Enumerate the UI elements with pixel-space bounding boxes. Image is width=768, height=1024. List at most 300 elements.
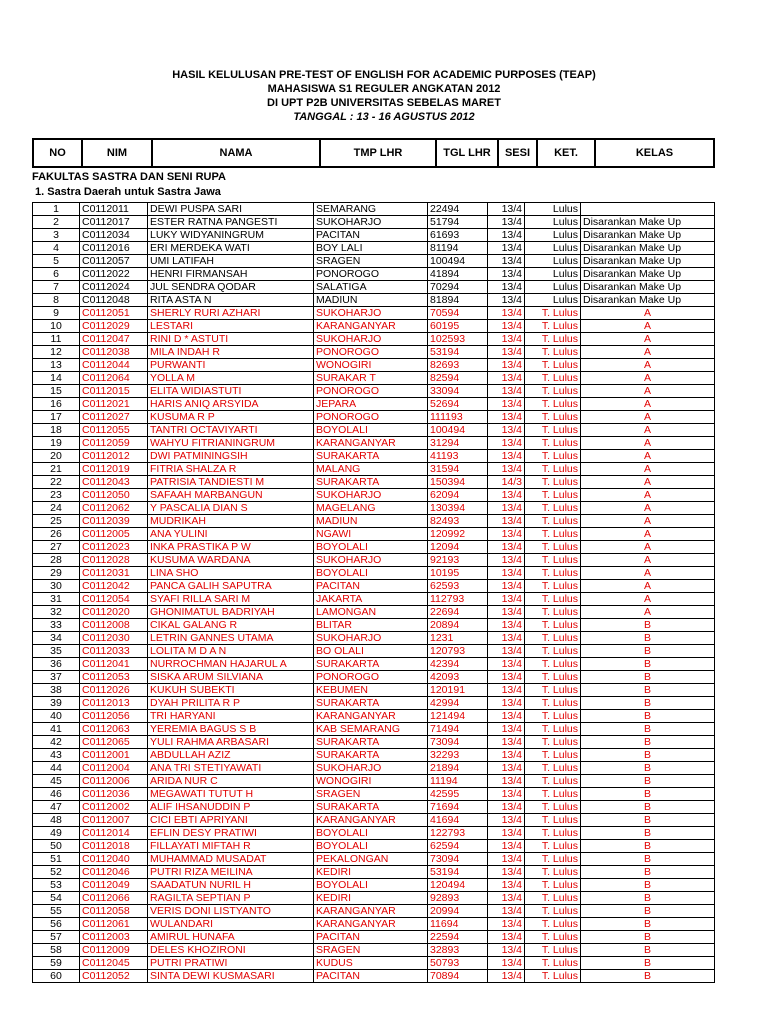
cell-tmp-lhr: WONOGIRI [314, 359, 428, 372]
cell-tgl-lhr: 22594 [428, 931, 488, 944]
cell-sesi: 13/4 [488, 762, 525, 775]
cell-no: 15 [33, 385, 80, 398]
cell-nama: NURROCHMAN HAJARUL A [148, 658, 314, 671]
cell-sesi: 13/4 [488, 931, 525, 944]
cell-ket: T. Lulus [525, 528, 581, 541]
cell-tmp-lhr: SRAGEN [314, 788, 428, 801]
cell-nim: C0112059 [80, 437, 148, 450]
cell-kelas: B [581, 840, 715, 853]
cell-sesi: 13/4 [488, 385, 525, 398]
cell-sesi: 13/4 [488, 840, 525, 853]
cell-nim: C0112052 [80, 970, 148, 983]
table-row [33, 216, 715, 229]
cell-ket: T. Lulus [525, 320, 581, 333]
cell-nama: EFLIN DESY PRATIWI [148, 827, 314, 840]
cell-sesi: 13/4 [488, 255, 525, 268]
cell-ket: T. Lulus [525, 450, 581, 463]
cell-ket: T. Lulus [525, 476, 581, 489]
cell-nim: C0112017 [80, 216, 148, 229]
cell-nama: UMI LATIFAH [148, 255, 314, 268]
cell-kelas: A [581, 437, 715, 450]
cell-tgl-lhr: 92193 [428, 554, 488, 567]
cell-ket: T. Lulus [525, 723, 581, 736]
cell-tgl-lhr: 1231 [428, 632, 488, 645]
cell-tmp-lhr: SUKOHARJO [314, 216, 428, 229]
cell-tmp-lhr: PEKALONGAN [314, 853, 428, 866]
cell-sesi: 13/4 [488, 866, 525, 879]
cell-sesi: 14/3 [488, 476, 525, 489]
cell-ket: T. Lulus [525, 879, 581, 892]
cell-no: 13 [33, 359, 80, 372]
cell-kelas: B [581, 697, 715, 710]
cell-ket: T. Lulus [525, 853, 581, 866]
doc-title-line1: HASIL KELULUSAN PRE-TEST OF ENGLISH FOR ACADEMIC PURPOSES (TEAP) [172, 69, 596, 81]
table-row [33, 645, 715, 658]
cell-sesi: 13/4 [488, 710, 525, 723]
cell-tmp-lhr: KEBUMEN [314, 684, 428, 697]
cell-sesi: 13/4 [488, 411, 525, 424]
cell-sesi: 13/4 [488, 775, 525, 788]
cell-no: 11 [33, 333, 80, 346]
cell-tgl-lhr: 53194 [428, 866, 488, 879]
cell-no: 3 [33, 229, 80, 242]
cell-tgl-lhr: 33094 [428, 385, 488, 398]
cell-tgl-lhr: 21894 [428, 762, 488, 775]
cell-sesi: 13/4 [488, 892, 525, 905]
cell-kelas: A [581, 528, 715, 541]
cell-ket: T. Lulus [525, 346, 581, 359]
cell-nama: WAHYU FITRIANINGRUM [148, 437, 314, 450]
cell-no: 45 [33, 775, 80, 788]
cell-nama: ELITA WIDIASTUTI [148, 385, 314, 398]
cell-ket: T. Lulus [525, 554, 581, 567]
cell-ket: T. Lulus [525, 515, 581, 528]
cell-kelas: B [581, 879, 715, 892]
cell-ket: T. Lulus [525, 463, 581, 476]
cell-tmp-lhr: BOYOLALI [314, 879, 428, 892]
cell-kelas: B [581, 749, 715, 762]
cell-no: 60 [33, 970, 80, 983]
cell-nama: CICI EBTI APRIYANI [148, 814, 314, 827]
cell-tmp-lhr: SEMARANG [314, 203, 428, 216]
cell-tmp-lhr: PONOROGO [314, 346, 428, 359]
cell-nama: PANCA GALIH SAPUTRA [148, 580, 314, 593]
cell-tgl-lhr: 11194 [428, 775, 488, 788]
cell-nim: C0112030 [80, 632, 148, 645]
cell-nama: LOLITA M D A N [148, 645, 314, 658]
cell-nama: LUKY WIDYANINGRUM [148, 229, 314, 242]
cell-sesi: 13/4 [488, 827, 525, 840]
table-row [33, 398, 715, 411]
cell-tgl-lhr: 82594 [428, 372, 488, 385]
cell-nim: C0112036 [80, 788, 148, 801]
cell-ket: T. Lulus [525, 658, 581, 671]
table-row [33, 840, 715, 853]
cell-ket: T. Lulus [525, 762, 581, 775]
cell-kelas: B [581, 931, 715, 944]
cell-no: 23 [33, 489, 80, 502]
cell-tmp-lhr: BLITAR [314, 619, 428, 632]
cell-tmp-lhr: SURAKARTA [314, 450, 428, 463]
cell-tmp-lhr: PACITAN [314, 229, 428, 242]
table-row [33, 307, 715, 320]
cell-sesi: 13/4 [488, 333, 525, 346]
cell-tgl-lhr: 102593 [428, 333, 488, 346]
cell-kelas: A [581, 554, 715, 567]
cell-no: 42 [33, 736, 80, 749]
cell-tgl-lhr: 112793 [428, 593, 488, 606]
cell-sesi: 13/4 [488, 619, 525, 632]
cell-kelas: A [581, 476, 715, 489]
cell-tmp-lhr: BOYOLALI [314, 827, 428, 840]
cell-nama: TANTRI OCTAVIYARTI [148, 424, 314, 437]
cell-no: 56 [33, 918, 80, 931]
cell-kelas: Disarankan Make Up [581, 255, 715, 268]
cell-kelas: B [581, 801, 715, 814]
faculty-heading: FAKULTAS SASTRA DAN SENI RUPA [32, 171, 226, 183]
cell-nim: C0112066 [80, 892, 148, 905]
table-row [33, 580, 715, 593]
cell-sesi: 13/4 [488, 593, 525, 606]
cell-tmp-lhr: SUKOHARJO [314, 333, 428, 346]
cell-kelas: A [581, 606, 715, 619]
cell-ket: T. Lulus [525, 749, 581, 762]
cell-tmp-lhr: MALANG [314, 463, 428, 476]
cell-tmp-lhr: PONOROGO [314, 268, 428, 281]
cell-kelas: A [581, 463, 715, 476]
cell-no: 55 [33, 905, 80, 918]
table-row [33, 359, 715, 372]
cell-nama: YEREMIA BAGUS S B [148, 723, 314, 736]
cell-tgl-lhr: 121494 [428, 710, 488, 723]
cell-no: 49 [33, 827, 80, 840]
cell-tmp-lhr: WONOGIRI [314, 775, 428, 788]
cell-nama: MUHAMMAD MUSADAT [148, 853, 314, 866]
cell-tgl-lhr: 53194 [428, 346, 488, 359]
cell-sesi: 13/4 [488, 606, 525, 619]
cell-ket: T. Lulus [525, 541, 581, 554]
cell-sesi: 13/4 [488, 580, 525, 593]
cell-nim: C0112029 [80, 320, 148, 333]
cell-tmp-lhr: SURAKARTA [314, 736, 428, 749]
table-row [33, 905, 715, 918]
cell-tgl-lhr: 81194 [428, 242, 488, 255]
cell-nama: AMIRUL HUNAFA [148, 931, 314, 944]
cell-nama: TRI HARYANI [148, 710, 314, 723]
cell-sesi: 13/4 [488, 567, 525, 580]
cell-no: 57 [33, 931, 80, 944]
cell-tgl-lhr: 31294 [428, 437, 488, 450]
cell-kelas: A [581, 450, 715, 463]
cell-no: 39 [33, 697, 80, 710]
cell-sesi: 13/4 [488, 645, 525, 658]
cell-nim: C0112013 [80, 697, 148, 710]
cell-nim: C0112004 [80, 762, 148, 775]
cell-sesi: 13/4 [488, 554, 525, 567]
cell-ket: T. Lulus [525, 359, 581, 372]
results-table [32, 202, 715, 983]
table-row [33, 671, 715, 684]
col-header-nama: NAMA [152, 139, 320, 167]
cell-no: 7 [33, 281, 80, 294]
cell-kelas: B [581, 814, 715, 827]
cell-no: 43 [33, 749, 80, 762]
cell-kelas: Disarankan Make Up [581, 242, 715, 255]
cell-no: 30 [33, 580, 80, 593]
table-row [33, 242, 715, 255]
cell-kelas: B [581, 710, 715, 723]
cell-kelas: B [581, 762, 715, 775]
cell-sesi: 13/4 [488, 879, 525, 892]
cell-ket: T. Lulus [525, 385, 581, 398]
cell-nama: VERIS DONI LISTYANTO [148, 905, 314, 918]
cell-kelas: B [581, 658, 715, 671]
cell-kelas: A [581, 489, 715, 502]
cell-kelas: Disarankan Make Up [581, 294, 715, 307]
table-row [33, 866, 715, 879]
table-row [33, 554, 715, 567]
cell-ket: T. Lulus [525, 684, 581, 697]
cell-ket: T. Lulus [525, 892, 581, 905]
cell-nama: LESTARI [148, 320, 314, 333]
table-row [33, 749, 715, 762]
cell-nim: C0112018 [80, 840, 148, 853]
cell-nim: C0112021 [80, 398, 148, 411]
cell-sesi: 13/4 [488, 853, 525, 866]
table-row [33, 619, 715, 632]
cell-ket: T. Lulus [525, 827, 581, 840]
cell-ket: T. Lulus [525, 697, 581, 710]
cell-nim: C0112009 [80, 944, 148, 957]
cell-nim: C0112065 [80, 736, 148, 749]
cell-nim: C0112046 [80, 866, 148, 879]
table-row [33, 931, 715, 944]
cell-nama: MILA INDAH R [148, 346, 314, 359]
cell-tmp-lhr: PONOROGO [314, 671, 428, 684]
cell-sesi: 13/4 [488, 346, 525, 359]
cell-sesi: 13/4 [488, 398, 525, 411]
cell-tmp-lhr: JAKARTA [314, 593, 428, 606]
cell-no: 20 [33, 450, 80, 463]
table-row [33, 450, 715, 463]
cell-sesi: 13/4 [488, 268, 525, 281]
cell-nama: ANA YULINI [148, 528, 314, 541]
cell-sesi: 13/4 [488, 944, 525, 957]
column-header-table [32, 138, 715, 168]
cell-sesi: 13/4 [488, 749, 525, 762]
cell-ket: T. Lulus [525, 918, 581, 931]
col-header-sesi: SESI [498, 139, 537, 167]
cell-nim: C0112005 [80, 528, 148, 541]
cell-ket: T. Lulus [525, 372, 581, 385]
cell-no: 21 [33, 463, 80, 476]
cell-nama: RITA ASTA N [148, 294, 314, 307]
cell-sesi: 13/4 [488, 671, 525, 684]
cell-tgl-lhr: 100494 [428, 255, 488, 268]
cell-nim: C0112057 [80, 255, 148, 268]
cell-nim: C0112048 [80, 294, 148, 307]
cell-no: 31 [33, 593, 80, 606]
cell-nim: C0112039 [80, 515, 148, 528]
cell-tgl-lhr: 51794 [428, 216, 488, 229]
cell-tgl-lhr: 120793 [428, 645, 488, 658]
cell-ket: Lulus [525, 242, 581, 255]
cell-nim: C0112061 [80, 918, 148, 931]
cell-tmp-lhr: PACITAN [314, 931, 428, 944]
cell-tgl-lhr: 62094 [428, 489, 488, 502]
cell-tmp-lhr: PONOROGO [314, 385, 428, 398]
cell-tgl-lhr: 41193 [428, 450, 488, 463]
cell-tmp-lhr: SURAKARTA [314, 476, 428, 489]
table-row [33, 814, 715, 827]
cell-sesi: 13/4 [488, 203, 525, 216]
cell-no: 8 [33, 294, 80, 307]
cell-kelas: B [581, 957, 715, 970]
cell-nim: C0112007 [80, 814, 148, 827]
cell-tgl-lhr: 22494 [428, 203, 488, 216]
table-row [33, 892, 715, 905]
cell-nim: C0112003 [80, 931, 148, 944]
cell-ket: Lulus [525, 294, 581, 307]
cell-sesi: 13/4 [488, 242, 525, 255]
cell-tmp-lhr: MADIUN [314, 515, 428, 528]
cell-sesi: 13/4 [488, 736, 525, 749]
cell-ket: T. Lulus [525, 424, 581, 437]
table-row [33, 385, 715, 398]
cell-no: 33 [33, 619, 80, 632]
cell-tmp-lhr: SURAKAR T [314, 372, 428, 385]
cell-nim: C0112050 [80, 489, 148, 502]
cell-ket: Lulus [525, 255, 581, 268]
cell-sesi: 13/4 [488, 307, 525, 320]
cell-sesi: 13/4 [488, 528, 525, 541]
cell-ket: T. Lulus [525, 736, 581, 749]
cell-tmp-lhr: BOYOLALI [314, 840, 428, 853]
cell-ket: T. Lulus [525, 489, 581, 502]
cell-tgl-lhr: 62593 [428, 580, 488, 593]
cell-sesi: 13/4 [488, 450, 525, 463]
cell-kelas: B [581, 619, 715, 632]
cell-ket: T. Lulus [525, 957, 581, 970]
cell-kelas: B [581, 827, 715, 840]
cell-no: 54 [33, 892, 80, 905]
cell-sesi: 13/4 [488, 632, 525, 645]
cell-no: 16 [33, 398, 80, 411]
cell-nim: C0112022 [80, 268, 148, 281]
cell-tmp-lhr: BO OLALI [314, 645, 428, 658]
table-row [33, 372, 715, 385]
cell-sesi: 13/4 [488, 788, 525, 801]
cell-kelas: B [581, 892, 715, 905]
cell-nim: C0112031 [80, 567, 148, 580]
cell-nama: DELES KHOZIRONI [148, 944, 314, 957]
cell-ket: T. Lulus [525, 775, 581, 788]
table-row [33, 411, 715, 424]
cell-tgl-lhr: 100494 [428, 424, 488, 437]
cell-ket: T. Lulus [525, 411, 581, 424]
cell-nama: HARIS ANIQ ARSYIDA [148, 398, 314, 411]
cell-nama: JUL SENDRA QODAR [148, 281, 314, 294]
cell-tgl-lhr: 62594 [428, 840, 488, 853]
table-row [33, 255, 715, 268]
cell-nama: ERI MERDEKA WATI [148, 242, 314, 255]
cell-no: 24 [33, 502, 80, 515]
doc-title-line3: DI UPT P2B UNIVERSITAS SEBELAS MARET [267, 97, 501, 109]
cell-ket: T. Lulus [525, 307, 581, 320]
cell-no: 44 [33, 762, 80, 775]
cell-no: 27 [33, 541, 80, 554]
cell-sesi: 13/4 [488, 697, 525, 710]
cell-nama: ESTER RATNA PANGESTI [148, 216, 314, 229]
table-row [33, 970, 715, 983]
cell-tmp-lhr: KAB SEMARANG [314, 723, 428, 736]
table-row [33, 515, 715, 528]
table-row [33, 346, 715, 359]
cell-nama: CIKAL GALANG R [148, 619, 314, 632]
cell-nim: C0112008 [80, 619, 148, 632]
cell-ket: T. Lulus [525, 814, 581, 827]
cell-sesi: 13/4 [488, 463, 525, 476]
cell-sesi: 13/4 [488, 658, 525, 671]
cell-nim: C0112063 [80, 723, 148, 736]
cell-ket: T. Lulus [525, 619, 581, 632]
cell-tgl-lhr: 120191 [428, 684, 488, 697]
cell-nim: C0112058 [80, 905, 148, 918]
cell-sesi: 13/4 [488, 541, 525, 554]
cell-nim: C0112024 [80, 281, 148, 294]
cell-kelas: B [581, 788, 715, 801]
cell-no: 40 [33, 710, 80, 723]
cell-kelas: B [581, 775, 715, 788]
cell-tgl-lhr: 32893 [428, 944, 488, 957]
cell-no: 25 [33, 515, 80, 528]
cell-kelas: A [581, 593, 715, 606]
cell-tmp-lhr: KARANGANYAR [314, 918, 428, 931]
cell-kelas: Disarankan Make Up [581, 268, 715, 281]
cell-ket: T. Lulus [525, 931, 581, 944]
cell-tmp-lhr: SUKOHARJO [314, 489, 428, 502]
cell-kelas: A [581, 541, 715, 554]
cell-nama: ABDULLAH AZIZ [148, 749, 314, 762]
cell-no: 2 [33, 216, 80, 229]
cell-tgl-lhr: 130394 [428, 502, 488, 515]
cell-kelas: A [581, 333, 715, 346]
cell-tmp-lhr: PONOROGO [314, 411, 428, 424]
cell-nim: C0112028 [80, 554, 148, 567]
cell-tgl-lhr: 111193 [428, 411, 488, 424]
cell-tmp-lhr: BOYOLALI [314, 567, 428, 580]
cell-nama: INKA PRASTIKA P W [148, 541, 314, 554]
cell-sesi: 13/4 [488, 684, 525, 697]
cell-kelas: A [581, 515, 715, 528]
cell-ket: T. Lulus [525, 788, 581, 801]
table-row [33, 632, 715, 645]
cell-sesi: 13/4 [488, 281, 525, 294]
cell-ket: T. Lulus [525, 671, 581, 684]
cell-kelas: B [581, 866, 715, 879]
cell-tmp-lhr: SUKOHARJO [314, 632, 428, 645]
cell-tgl-lhr: 32293 [428, 749, 488, 762]
table-row [33, 268, 715, 281]
cell-tmp-lhr: PACITAN [314, 970, 428, 983]
table-row [33, 918, 715, 931]
cell-no: 53 [33, 879, 80, 892]
cell-no: 46 [33, 788, 80, 801]
table-row [33, 593, 715, 606]
cell-no: 50 [33, 840, 80, 853]
cell-tgl-lhr: 10195 [428, 567, 488, 580]
cell-kelas: A [581, 385, 715, 398]
